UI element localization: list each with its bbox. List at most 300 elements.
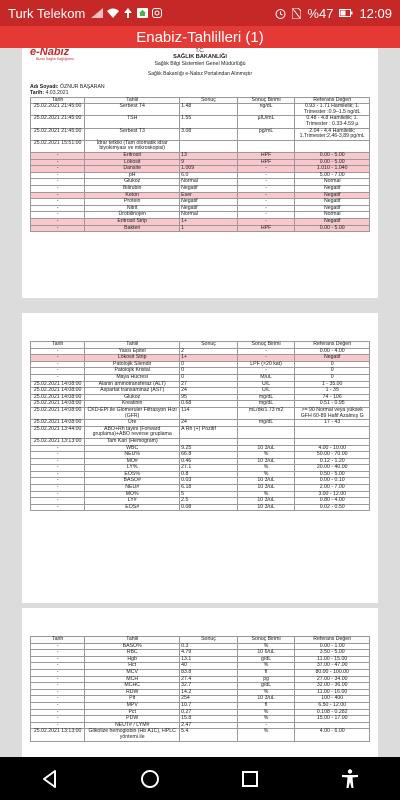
- cell-result: 13: [180, 152, 238, 159]
- cell-unit: -: [237, 166, 295, 173]
- cell-result: 1+: [180, 218, 238, 225]
- cell-date: -: [31, 663, 85, 670]
- cell-result: 14.2: [180, 689, 238, 696]
- document-title: Enabiz-Tahlilleri (1): [136, 28, 264, 46]
- cell-result: 0.68: [180, 401, 238, 408]
- cell-unit: g/dL: [237, 656, 295, 663]
- clock: 12:09: [359, 5, 392, 21]
- cell-result: Eser: [180, 192, 238, 199]
- cell-unit: -: [237, 199, 295, 206]
- cell-unit: HPF: [237, 152, 295, 159]
- table-row: [31, 225, 370, 232]
- cell-reference: 32.00 - 36.00: [295, 683, 370, 690]
- table-row: [31, 172, 370, 179]
- cell-test: Patolojik Silendir: [85, 361, 180, 368]
- cell-test: Bakteri: [85, 225, 180, 232]
- cell-unit: %: [237, 465, 295, 472]
- cell-reference: Negatif: [295, 218, 370, 225]
- recents-icon: [240, 769, 260, 789]
- table-row: [31, 426, 370, 438]
- cell-result: 0: [180, 361, 238, 368]
- cell-test: EOS#: [85, 504, 180, 511]
- date-label: Tarih:: [30, 90, 45, 97]
- cell-reference: 3.50 - 5.00: [295, 650, 370, 657]
- cell-result: 83.8: [180, 669, 238, 676]
- cell-result: 40: [180, 663, 238, 670]
- pdf-page-3: [22, 608, 378, 757]
- cell-unit: %: [237, 689, 295, 696]
- cell-reference: 80.00 - 100.00: [295, 669, 370, 676]
- results-table-3: [30, 636, 370, 742]
- table-row: [31, 478, 370, 485]
- table-row: [31, 185, 370, 192]
- cell-date: -: [31, 458, 85, 465]
- cell-date: 25.02.2021 14:08:00: [31, 407, 85, 419]
- cell-result: 24: [180, 420, 238, 427]
- cell-unit: fl: [237, 669, 295, 676]
- cell-unit: LPF (×20 kat): [237, 361, 295, 368]
- cell-result: 95: [180, 394, 238, 401]
- table-row: [31, 361, 370, 368]
- cell-test: Serbest T4: [85, 104, 180, 116]
- recents-button[interactable]: [234, 763, 266, 795]
- cell-date: -: [31, 716, 85, 723]
- cell-date: -: [31, 709, 85, 716]
- cell-result: [180, 438, 238, 445]
- cell-date: -: [31, 225, 85, 232]
- table-row: [31, 388, 370, 395]
- cell-reference: 0: [295, 361, 370, 368]
- cell-unit: %: [237, 729, 295, 741]
- cell-reference: Negatif: [295, 185, 370, 192]
- cell-reference: 0.00 - 5.00: [295, 225, 370, 232]
- cell-result: 66.8: [180, 452, 238, 459]
- table-row: [31, 689, 370, 696]
- cell-result: 0.46: [180, 458, 238, 465]
- cell-unit: 10 3/uL: [237, 445, 295, 452]
- cell-unit: -: [237, 368, 295, 375]
- cell-test: Dansite: [85, 166, 180, 173]
- cell-reference: Negatif: [295, 192, 370, 199]
- cell-result: 5.4: [180, 729, 238, 741]
- cell-unit: -: [237, 205, 295, 212]
- home-circle-icon: [140, 769, 160, 789]
- cell-reference: Normal: [295, 179, 370, 186]
- cell-reference: 0.80 - 4.00: [295, 498, 370, 505]
- table-row: [31, 438, 370, 445]
- table-row: [31, 716, 370, 723]
- cell-result: 24: [180, 388, 238, 395]
- table-row: [31, 104, 370, 116]
- cell-reference: 37.00 - 47.00: [295, 663, 370, 670]
- cell-date: -: [31, 179, 85, 186]
- table-row: [31, 355, 370, 362]
- accessibility-icon: [339, 768, 361, 790]
- cell-test: ABO+Rh tayini (Forward gruplama)+ABO reverse gruplama: [85, 426, 180, 438]
- cell-test: Ürobilinojen: [85, 212, 180, 219]
- cell-result: A Rh (+) Pozitif: [180, 426, 238, 438]
- cell-result: Normal: [180, 179, 238, 186]
- cell-reference: 2.00 - 7.00: [295, 485, 370, 492]
- cell-unit: U/L: [237, 388, 295, 395]
- cell-result: 5: [180, 491, 238, 498]
- cell-test: MCHC: [85, 683, 180, 690]
- table-row: [31, 465, 370, 472]
- cell-unit: [237, 140, 295, 152]
- battery-level: %47: [307, 5, 334, 21]
- cell-unit: -: [237, 722, 295, 729]
- cell-date: -: [31, 465, 85, 472]
- table-row: [31, 199, 370, 206]
- cell-date: -: [31, 361, 85, 368]
- accessibility-button[interactable]: [334, 763, 366, 795]
- cell-reference: [295, 426, 370, 438]
- cell-unit: -: [237, 355, 295, 362]
- cell-result: Negatif: [180, 185, 238, 192]
- cell-unit: pg/mL: [237, 128, 295, 140]
- cell-date: 25.02.2021 15:51:00: [31, 140, 85, 152]
- cell-reference: [295, 140, 370, 152]
- cell-unit: [237, 426, 295, 438]
- cell-result: 15.8: [180, 716, 238, 723]
- cell-result: 0.8: [180, 471, 238, 478]
- cell-test: RDW: [85, 689, 180, 696]
- no-sim-icon: [292, 8, 301, 19]
- cell-unit: -: [237, 192, 295, 199]
- column-header: Tahlil: [85, 97, 180, 104]
- cell-result: 1.48: [180, 104, 238, 116]
- name-label: Adı Soyadı:: [30, 83, 59, 90]
- cell-date: -: [31, 212, 85, 219]
- cell-test: MPV: [85, 702, 180, 709]
- cell-result: 10.7: [180, 702, 238, 709]
- cell-test: Hgb: [85, 656, 180, 663]
- cell-test: WBC: [85, 445, 180, 452]
- cell-result: 114: [180, 407, 238, 419]
- column-header: Tarih: [31, 637, 85, 644]
- cell-test: Pct: [85, 709, 180, 716]
- cell-test: Keton: [85, 192, 180, 199]
- cell-test: MCV: [85, 669, 180, 676]
- cell-date: -: [31, 650, 85, 657]
- cell-date: -: [31, 478, 85, 485]
- cell-test: Glukoz: [85, 179, 180, 186]
- cell-result: 6.0: [180, 172, 238, 179]
- cell-result: 2.5: [180, 498, 238, 505]
- cell-test: BASO%: [85, 643, 180, 650]
- home-button[interactable]: [134, 763, 166, 795]
- cell-date: -: [31, 656, 85, 663]
- cell-test: Yassı Epitel: [85, 348, 180, 355]
- cell-test: Maya Hücresi: [85, 374, 180, 381]
- pdf-viewer[interactable]: [0, 48, 400, 757]
- cell-test: Bilirubin: [85, 185, 180, 192]
- table-row: [31, 116, 370, 128]
- cell-test: LY%: [85, 465, 180, 472]
- cell-date: -: [31, 374, 85, 381]
- cell-result: 1.009: [180, 166, 238, 173]
- cell-unit: %: [237, 471, 295, 478]
- cell-date: -: [31, 445, 85, 452]
- cell-date: -: [31, 355, 85, 362]
- cell-reference: 0.48 - 4.8 Hamilelik; 1. Trimester : 0.33-4.59 µ: [295, 116, 370, 128]
- cell-unit: fl: [237, 702, 295, 709]
- pdf-page-1: [22, 48, 378, 298]
- cell-test: İdrar tetkiki (Tam otomatik idrar biyokimyası ve mikroskopisi): [85, 140, 180, 152]
- cell-unit: 10 3/uL: [237, 696, 295, 703]
- cell-date: 25.02.2021 13:13:00: [31, 729, 85, 741]
- cell-unit: -: [237, 172, 295, 179]
- cell-result: 27.4: [180, 676, 238, 683]
- cell-reference: 17 - 43: [295, 420, 370, 427]
- cell-date: -: [31, 152, 85, 159]
- status-right: [275, 6, 392, 21]
- cell-reference: 0.00 - 5.00: [295, 159, 370, 166]
- table-row: [31, 218, 370, 225]
- cell-test: Eritrosit Strip: [85, 218, 180, 225]
- cell-reference: 100 - 400: [295, 696, 370, 703]
- cell-test: EOS%: [85, 471, 180, 478]
- cell-test: MO%: [85, 491, 180, 498]
- cell-date: -: [31, 471, 85, 478]
- table-row: [31, 407, 370, 419]
- column-header: Tarih: [31, 342, 85, 349]
- cell-date: 25.02.2021 14:08:00: [31, 420, 85, 427]
- table-row: [31, 166, 370, 173]
- pdf-page-2: [22, 313, 378, 603]
- cell-date: -: [31, 172, 85, 179]
- cell-reference: Negatif: [295, 355, 370, 362]
- cell-reference: 74 - 106: [295, 394, 370, 401]
- cell-reference: 0.51 - 0.95: [295, 401, 370, 408]
- table-header-row: [31, 637, 370, 644]
- cell-reference: 1.010 - 1.040: [295, 166, 370, 173]
- cell-reference: 0.02 - 0.50: [295, 504, 370, 511]
- cell-test: Serbest T3: [85, 128, 180, 140]
- cell-date: -: [31, 669, 85, 676]
- cell-result: 1.55: [180, 116, 238, 128]
- cell-result: Negatif: [180, 199, 238, 206]
- cell-reference: 15.00 - 17.00: [295, 716, 370, 723]
- cell-result: 3.08: [180, 128, 238, 140]
- cell-date: -: [31, 676, 85, 683]
- cell-unit: -: [237, 218, 295, 225]
- cell-date: 25.02.2021 13:13:00: [31, 438, 85, 445]
- cell-result: 254: [180, 696, 238, 703]
- cell-test: Plt: [85, 696, 180, 703]
- table-row: [31, 368, 370, 375]
- cell-reference: 20.00 - 40.00: [295, 465, 370, 472]
- column-header: Sonuç Birimi: [237, 97, 295, 104]
- cell-reference: 2.04 - 4.4 Hamilelik; 1.Trimester:2,46-3,89 pg/mL: [295, 128, 370, 140]
- cell-date: -: [31, 205, 85, 212]
- cell-date: -: [31, 689, 85, 696]
- cell-test: LY#: [85, 498, 180, 505]
- cell-unit: HPF: [237, 159, 295, 166]
- table-row: [31, 192, 370, 199]
- cell-date: -: [31, 166, 85, 173]
- cell-result: 27: [180, 381, 238, 388]
- cell-test: NEU%: [85, 452, 180, 459]
- source-notice: Sağlık Bakanlığı e-Nabız Portalından Alınmıştır: [147, 71, 253, 78]
- cell-test: Hct: [85, 663, 180, 670]
- cell-date: -: [31, 643, 85, 650]
- column-header: Referans Değeri: [295, 342, 370, 349]
- cell-reference: 0.12 - 1.20: [295, 458, 370, 465]
- table-row: [31, 504, 370, 511]
- table-row: [31, 212, 370, 219]
- table-row: [31, 140, 370, 152]
- cell-unit: %: [237, 643, 295, 650]
- table-row: [31, 381, 370, 388]
- column-header: Sonuç: [180, 342, 238, 349]
- cell-test: MO#: [85, 458, 180, 465]
- cell-reference: 11.00 - 15.00: [295, 656, 370, 663]
- instagram-icon: [152, 8, 162, 18]
- cell-date: 25.02.2021 14:08:00: [31, 401, 85, 408]
- cell-test: BASO#: [85, 478, 180, 485]
- table-row: [31, 179, 370, 186]
- table-row: [31, 471, 370, 478]
- column-header: Referans Değeri: [295, 97, 370, 104]
- cell-result: 0.27: [180, 709, 238, 716]
- table-row: [31, 205, 370, 212]
- cell-result: 32.7: [180, 683, 238, 690]
- cell-test: Glikolize hemoglobin (Hb A1C), HPLC yöntemi ile: [85, 729, 180, 741]
- report-date: 4.03.2021: [45, 90, 69, 97]
- column-header: Sonuç Birimi: [237, 342, 295, 349]
- cell-test: RBC: [85, 650, 180, 657]
- cell-result: 6.18: [180, 485, 238, 492]
- cell-unit: %: [237, 663, 295, 670]
- cell-result: 9.25: [180, 445, 238, 452]
- cell-unit: -: [237, 185, 295, 192]
- column-header: Tarih: [31, 97, 85, 104]
- cell-reference: Negatif: [295, 205, 370, 212]
- cell-reference: 1 - 35: [295, 388, 370, 395]
- status-icons: [91, 8, 162, 18]
- cell-date: -: [31, 485, 85, 492]
- cell-reference: Negatif: [295, 199, 370, 206]
- cell-unit: 10 3/uL: [237, 478, 295, 485]
- cell-unit: pg: [237, 676, 295, 683]
- cell-test: Alanin aminotransferaz (ALT): [85, 381, 180, 388]
- cell-unit: U/L: [237, 381, 295, 388]
- cell-reference: [295, 438, 370, 445]
- cell-result: 2: [180, 348, 238, 355]
- cell-reference: 0.00 - 0.10: [295, 478, 370, 485]
- org-line-3: Sağlık Bilgi Sistemleri Genel Müdürlüğü: [154, 60, 246, 67]
- cell-result: 9: [180, 159, 238, 166]
- cell-result: 0.08: [180, 504, 238, 511]
- navigation-bar: [0, 757, 400, 800]
- cell-date: -: [31, 199, 85, 206]
- table-row: [31, 394, 370, 401]
- cell-reference: 5.00 - 7.00: [295, 172, 370, 179]
- cell-result: 13.1: [180, 656, 238, 663]
- signal-icon: [91, 8, 103, 18]
- table-row: [31, 152, 370, 159]
- cell-reference: 0.50 - 5.00: [295, 471, 370, 478]
- upload-icon: [123, 8, 133, 18]
- cell-result: 4.79: [180, 650, 238, 657]
- cell-result: 0.3: [180, 643, 238, 650]
- cell-test: PDW: [85, 716, 180, 723]
- cell-date: 25.02.2021 14:08:00: [31, 388, 85, 395]
- table-row: [31, 128, 370, 140]
- cell-unit: %: [237, 709, 295, 716]
- cell-test: Glukoz: [85, 394, 180, 401]
- cell-unit: 10 3/uL: [237, 458, 295, 465]
- cell-reference: 0.00 - 1.00: [295, 643, 370, 650]
- cell-date: -: [31, 218, 85, 225]
- cell-test: Kreatinin: [85, 401, 180, 408]
- cell-date: -: [31, 696, 85, 703]
- cell-date: 25.02.2021 14:08:00: [31, 381, 85, 388]
- cell-date: 25.02.2021 21:45:00: [31, 104, 85, 116]
- cell-test: NEUT# / LYM#: [85, 722, 180, 729]
- document-title-bar: [0, 26, 400, 48]
- cell-unit: [237, 438, 295, 445]
- cell-reference: 0.108 - 0.282: [295, 709, 370, 716]
- org-line-1: T.C.: [195, 48, 205, 54]
- cell-reference: 0.00 - 5.00: [295, 152, 370, 159]
- column-header: Sonuç: [180, 97, 238, 104]
- results-table-1: [30, 97, 370, 232]
- cell-test: Lökosit Strip: [85, 355, 180, 362]
- cell-test: Protein: [85, 199, 180, 206]
- cell-reference: 3.00 - 12.00: [295, 491, 370, 498]
- cell-unit: HPF: [237, 225, 295, 232]
- cell-test: Tam Kan (Hemogram): [85, 438, 180, 445]
- column-header: Referans Değeri: [295, 637, 370, 644]
- patient-info: [30, 84, 370, 97]
- cell-test: CKD-EPI ile Glomeruler Filtrasyon Hızı (GFR): [85, 407, 180, 419]
- cell-reference: >= 90 Normal veya yüksek GFH 60-89 Hafif Azalmış G: [295, 407, 370, 419]
- cell-unit: 10 3/uL: [237, 504, 295, 511]
- cell-date: -: [31, 722, 85, 729]
- table-row: [31, 374, 370, 381]
- cell-date: 25.02.2021 13:44:00: [31, 426, 85, 438]
- carrier-name: Turk Telekom: [8, 5, 86, 21]
- cell-unit: ng/dL: [237, 104, 295, 116]
- enabiz-logo-subtitle: Bizim Sağlık Sağlığımız: [36, 57, 74, 61]
- cell-unit: %: [237, 452, 295, 459]
- cell-result: 0: [180, 368, 238, 375]
- cell-reference: 0.93 - 1.71 Hamilelik; 1. Trimester :0.9–1.5 ng/dL: [295, 104, 370, 116]
- cell-test: Lökosit: [85, 159, 180, 166]
- column-header: Tahlil: [85, 342, 180, 349]
- back-button[interactable]: [34, 763, 66, 795]
- org-line-2: SAĞLIK BAKANLIĞI: [173, 54, 227, 61]
- cell-unit: -: [237, 348, 295, 355]
- cell-unit: M/uL: [237, 374, 295, 381]
- cell-test: NEU#: [85, 485, 180, 492]
- cell-reference: Normal: [295, 212, 370, 219]
- cell-date: -: [31, 348, 85, 355]
- cell-date: 25.02.2021 21:45:00: [31, 128, 85, 140]
- cell-result: [180, 140, 238, 152]
- enabiz-logo: e-Nabız: [30, 48, 70, 58]
- column-header: Sonuç: [180, 637, 238, 644]
- cell-unit: %: [237, 716, 295, 723]
- cell-test: MCH: [85, 676, 180, 683]
- cell-unit: g/dL: [237, 683, 295, 690]
- cell-result: 2.47: [180, 722, 238, 729]
- cell-reference: 4.00 - 6.00: [295, 729, 370, 741]
- cell-date: -: [31, 159, 85, 166]
- table-row: [31, 491, 370, 498]
